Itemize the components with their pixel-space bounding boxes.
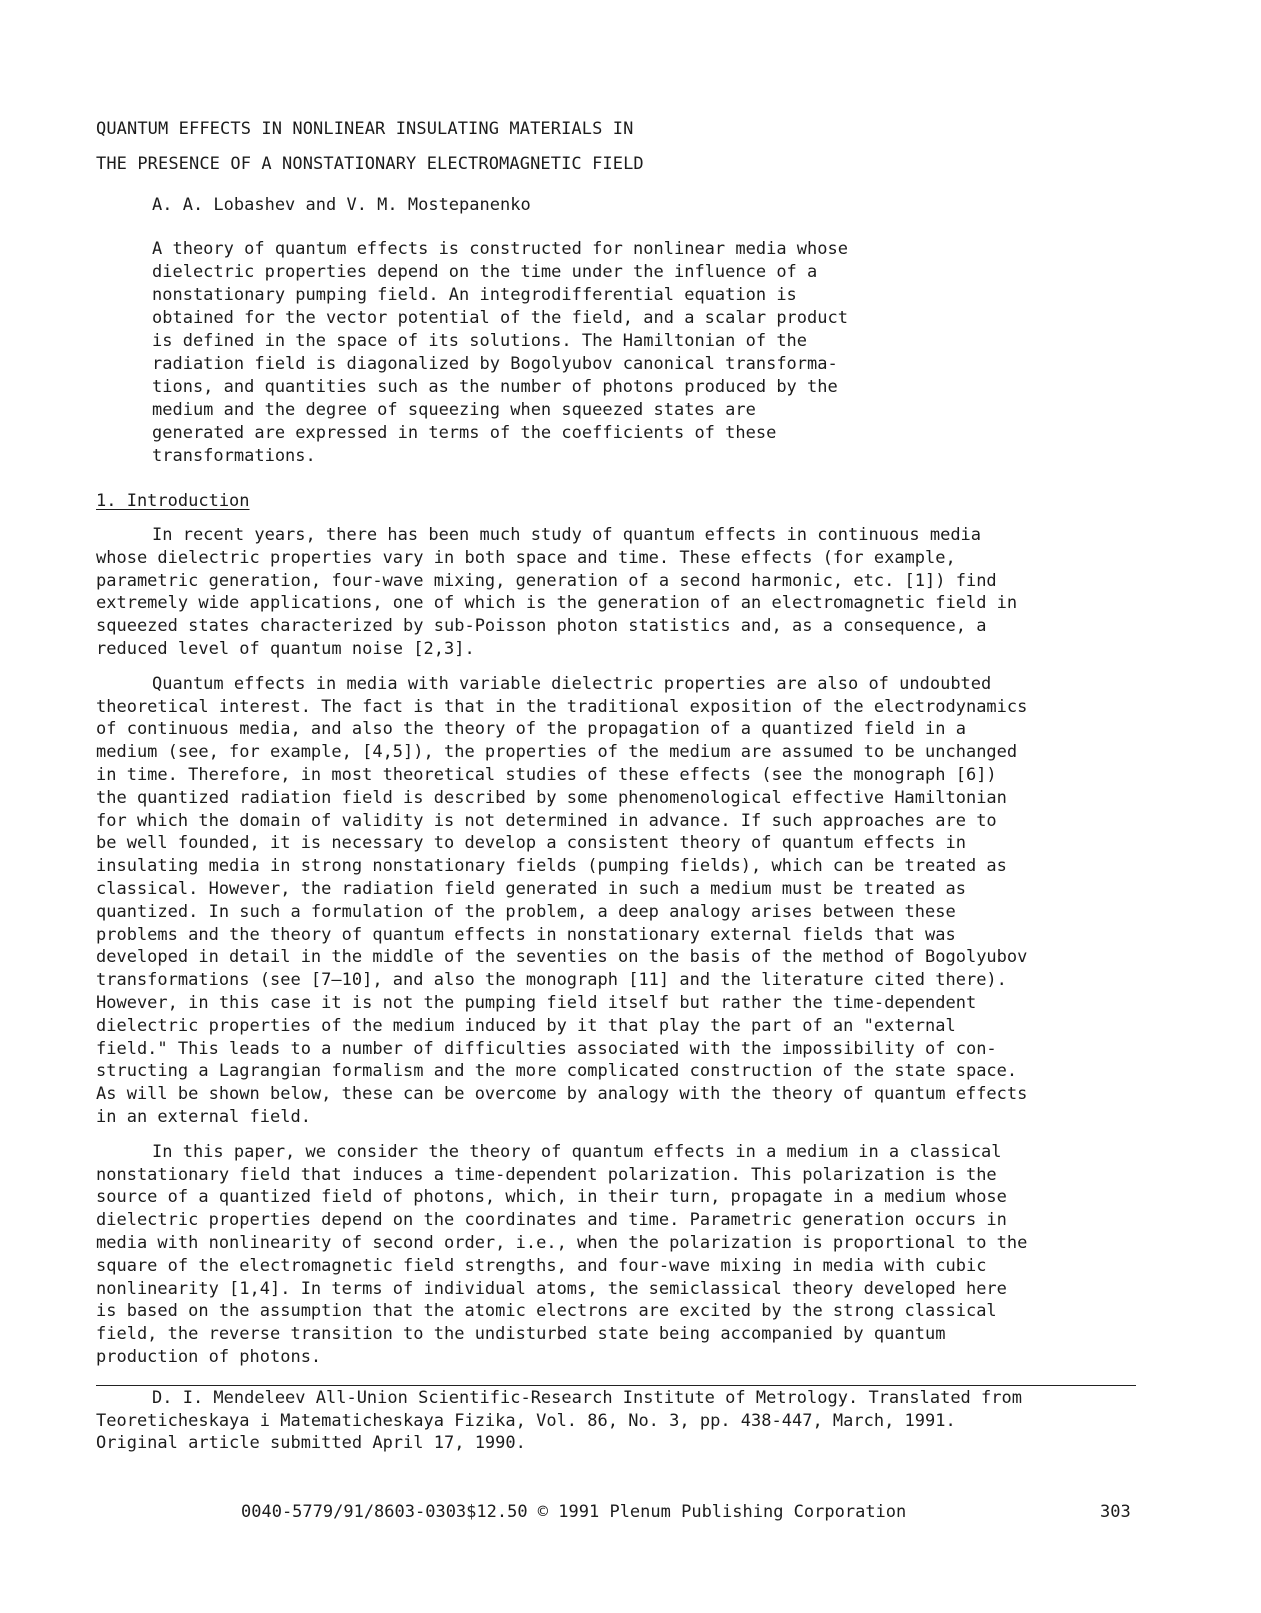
text-line: the quantized radiation field is described by some phenomenological effective Hamiltonian <box>96 787 1007 808</box>
body-text <box>96 524 1156 1381</box>
abstract-line: A theory of quantum effects is constructed for nonlinear media whose <box>152 239 848 259</box>
abstract-line: obtained for the vector potential of the field, and a scalar product <box>152 308 848 328</box>
text-line: is based on the assumption that the atomic electrons are excited by the strong classical <box>96 1301 997 1322</box>
text-line: whose dielectric properties vary in both space and time. These effects (for example, <box>96 547 956 568</box>
text-line: problems and the theory of quantum effects in nonstationary external fields that was <box>96 924 956 945</box>
abstract-line: generated are expressed in terms of the coefficients of these <box>152 423 777 443</box>
paragraph-3 <box>96 1141 1156 1369</box>
paper-title <box>96 112 1096 182</box>
abstract-line: nonstationary pumping field. An integrodifferential equation is <box>152 285 797 305</box>
text-line: However, in this case it is not the pumping field itself but rather the time-dependent <box>96 992 977 1013</box>
text-line: dielectric properties of the medium induced by it that play the part of an "external <box>96 1015 956 1036</box>
text-line: for which the domain of validity is not determined in advance. If such approaches are to <box>96 810 997 831</box>
text-line: theoretical interest. The fact is that in the traditional exposition of the electrodynamics <box>96 696 1028 717</box>
text-line: insulating media in strong nonstationary fields (pumping fields), which can be treated as <box>96 856 1007 877</box>
page-number: 303 <box>1100 1502 1131 1522</box>
footnote-line: Teoreticheskaya i Matematicheskaya Fizika, Vol. 86, No. 3, pp. 438-447, March, 1991. <box>96 1410 956 1431</box>
text-line: parametric generation, four-wave mixing, generation of a second harmonic, etc. [1]) find <box>96 570 997 591</box>
text-line: structing a Lagrangian formalism and the more complicated construction of the state space. <box>96 1061 1018 1082</box>
text-line: Quantum effects in media with variable dielectric properties are also of undoubted <box>152 673 992 694</box>
paragraph-1 <box>96 524 1156 661</box>
title-line-1: QUANTUM EFFECTS IN NONLINEAR INSULATING MATERIALS IN <box>96 119 634 139</box>
text-line: In this paper, we consider the theory of quantum effects in a medium in a classical <box>152 1141 1002 1162</box>
text-line: classical. However, the radiation field generated in such a medium must be treated as <box>96 878 966 899</box>
footnote-divider <box>96 1385 1136 1386</box>
abstract-line: tions, and quantities such as the number of photons produced by the <box>152 377 838 397</box>
text-line: in an external field. <box>96 1106 311 1127</box>
text-line: media with nonlinearity of second order, i.e., when the polarization is proportional to the <box>96 1232 1028 1253</box>
text-line: nonstationary field that induces a time-dependent polarization. This polarization is the <box>96 1164 997 1185</box>
abstract <box>152 238 952 468</box>
text-line: In recent years, there has been much study of quantum effects in continuous media <box>152 525 982 545</box>
abstract-line: dielectric properties depend on the time under the influence of a <box>152 262 818 282</box>
text-line: in time. Therefore, in most theoretical studies of these effects (see the monograph [6]) <box>96 764 997 785</box>
text-line: be well founded, it is necessary to develop a consistent theory of quantum effects in <box>96 833 966 854</box>
abstract-line: transformations. <box>152 446 316 466</box>
text-line: reduced level of quantum noise [2,3]. <box>96 638 475 659</box>
abstract-line: is defined in the space of its solutions. The Hamiltonian of the <box>152 331 808 351</box>
authors: A. A. Lobashev and V. M. Mostepanenko <box>152 195 531 215</box>
text-line: squeezed states characterized by sub-Poisson photon statistics and, as a consequence, a <box>96 616 987 637</box>
text-line: field." This leads to a number of difficulties associated with the impossibility of con- <box>96 1038 997 1059</box>
footnote-line: D. I. Mendeleev All-Union Scientific-Research Institute of Metrology. Translated from <box>152 1388 1022 1408</box>
text-line: transformations (see [7–10], and also the monograph [11] and the literature cited there). <box>96 970 1007 991</box>
text-line: nonlinearity [1,4]. In terms of individual atoms, the semiclassical theory developed here <box>96 1278 1007 1299</box>
paragraph-2 <box>96 673 1156 1129</box>
abstract-line: radiation field is diagonalized by Bogolyubov canonical transforma- <box>152 354 838 374</box>
text-line: extremely wide applications, one of which is the generation of an electromagnetic field in <box>96 593 1018 614</box>
text-line: source of a quantized field of photons, which, in their turn, propagate in a medium whose <box>96 1187 1007 1208</box>
text-line: square of the electromagnetic field strengths, and four-wave mixing in media with cubic <box>96 1255 987 1276</box>
footnote-line: Original article submitted April 17, 1990. <box>96 1433 526 1453</box>
text-line: quantized. In such a formulation of the problem, a deep analogy arises between these <box>96 901 956 922</box>
footnote <box>96 1387 1156 1455</box>
abstract-line: medium and the degree of squeezing when squeezed states are <box>152 400 756 420</box>
copyright-code: 0040-5779/91/8603-0303$12.50 © 1991 Plenum Publishing Corporation <box>241 1502 907 1522</box>
title-line-2: THE PRESENCE OF A NONSTATIONARY ELECTROMAGNETIC FIELD <box>96 154 644 174</box>
text-line: medium (see, for example, [4,5]), the properties of the medium are assumed to be unchanged <box>96 742 1018 763</box>
text-line: developed in detail in the middle of the seventies on the basis of the method of Bogolyubov <box>96 947 1028 968</box>
text-line: As will be shown below, these can be overcome by analogy with the theory of quantum effects <box>96 1084 1028 1105</box>
section-heading: 1. Introduction <box>96 491 250 511</box>
text-line: production of photons. <box>96 1346 322 1367</box>
text-line: of continuous media, and also the theory of the propagation of a quantized field in a <box>96 719 966 740</box>
text-line: dielectric properties depend on the coordinates and time. Parametric generation occurs in <box>96 1210 1007 1231</box>
text-line: field, the reverse transition to the undisturbed state being accompanied by quantum <box>96 1324 946 1345</box>
